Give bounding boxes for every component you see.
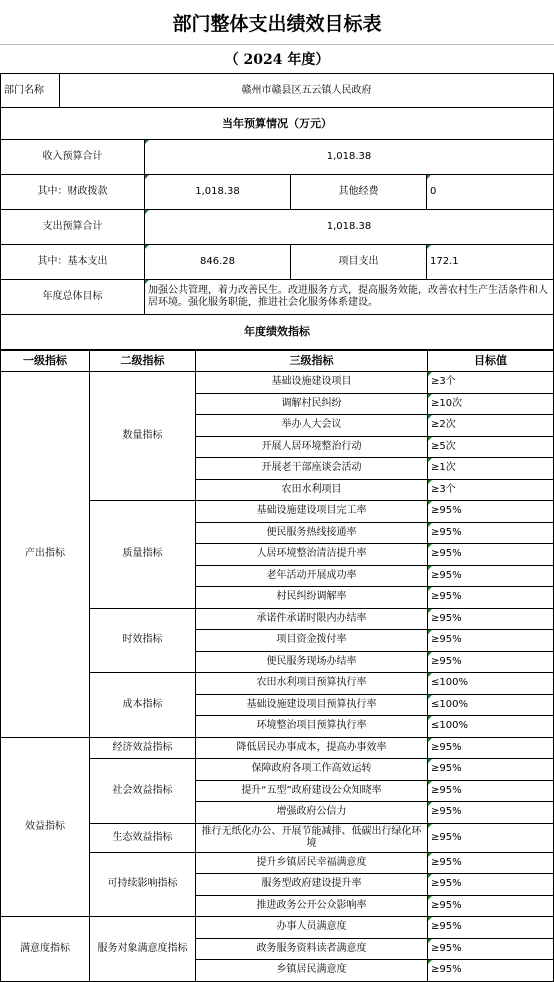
target-value: ≥1次 [428,458,554,480]
level3-indicator: 保障政府各项工作高效运转 [196,759,428,781]
target-value: ≤100% [428,673,554,695]
dept-label: 部门名称 [1,74,60,108]
target-value: ≥95% [428,874,554,896]
budget-section-title: 当年预算情况（万元） [1,108,554,140]
basic-label: 其中：基本支出 [1,245,145,280]
target-value: ≥10次 [428,393,554,415]
perf-section-title: 年度绩效指标 [1,315,554,350]
goal-label: 年度总体目标 [1,280,145,315]
target-value: ≥95% [428,938,554,960]
level3-indicator: 开展老干部座谈会活动 [196,458,428,480]
target-value: ≥3个 [428,372,554,394]
level3-indicator: 推进政务公开公众影响率 [196,895,428,917]
table-row [1,737,554,759]
target-value: ≤100% [428,716,554,738]
target-value: ≤100% [428,694,554,716]
target-value: ≥95% [428,802,554,824]
target-value: ≥95% [428,852,554,874]
expense-total: 1,018.38 [145,210,554,245]
header-target: 目标值 [428,351,554,372]
level3-indicator: 开展人居环境整治行动 [196,436,428,458]
header-level2: 二级指标 [90,351,196,372]
level2-indicator: 成本指标 [90,673,196,738]
table-row [1,372,554,394]
target-value: ≥95% [428,608,554,630]
level3-indicator: 乡镇居民满意度 [196,960,428,982]
project-value: 172.1 [427,245,554,280]
target-value: ≥95% [428,780,554,802]
target-value: ≥95% [428,737,554,759]
target-value: ≥5次 [428,436,554,458]
header-level1: 一级指标 [1,351,90,372]
level3-indicator: 基础设施建设项目预算执行率 [196,694,428,716]
level3-indicator: 老年活动开展成功率 [196,565,428,587]
income-total: 1,018.38 [145,140,554,175]
target-value: ≥95% [428,917,554,939]
fiscal-value: 1,018.38 [145,175,291,210]
level3-indicator: 基础设施建设项目 [196,372,428,394]
performance-table [0,350,554,982]
level2-indicator: 质量指标 [90,501,196,609]
project-label: 项目支出 [291,245,427,280]
expense-label: 支出预算合计 [1,210,145,245]
level3-indicator: 便民服务现场办结率 [196,651,428,673]
target-value: ≥95% [428,522,554,544]
other-value: 0 [427,175,554,210]
level3-indicator: 承诺件承诺时限内办结率 [196,608,428,630]
level3-indicator: 基础设施建设项目完工率 [196,501,428,523]
level2-indicator: 数量指标 [90,372,196,501]
level3-indicator: 提升“五型”政府建设公众知晓率 [196,780,428,802]
level3-indicator: 推行无纸化办公、开展节能减排、低碳出行绿化环境 [196,823,428,852]
goal-text: 加强公共管理，着力改善民生。改进服务方式，提高服务效能，改善农村生产生活条件和人居环境。强化服务职能，推进社会化服务体系建设。 [145,280,554,315]
target-value: ≥95% [428,565,554,587]
level1-indicator: 产出指标 [1,372,90,738]
other-label: 其他经费 [291,175,427,210]
level3-indicator: 降低居民办事成本，提高办事效率 [196,737,428,759]
level3-indicator: 农田水利项目 [196,479,428,501]
budget-table [0,73,554,350]
level3-indicator: 政务服务资料读者满意度 [196,938,428,960]
level2-indicator: 生态效益指标 [90,823,196,852]
target-value: ≥95% [428,960,554,982]
level3-indicator: 增强政府公信力 [196,802,428,824]
level3-indicator: 办事人员满意度 [196,917,428,939]
level2-indicator: 服务对象满意度指标 [90,917,196,982]
level2-indicator: 时效指标 [90,608,196,673]
level3-indicator: 村民纠纷调解率 [196,587,428,609]
target-value: ≥3个 [428,479,554,501]
level2-indicator: 可持续影响指标 [90,852,196,917]
level3-indicator: 人居环境整治清洁提升率 [196,544,428,566]
target-value: ≥95% [428,501,554,523]
target-value: ≥95% [428,630,554,652]
level3-indicator: 项目资金拨付率 [196,630,428,652]
page-title: 部门整体支出绩效目标表 [0,0,554,45]
level2-indicator: 社会效益指标 [90,759,196,824]
dept-name: 赣州市赣县区五云镇人民政府 [60,74,554,108]
fiscal-label: 其中：财政拨款 [1,175,145,210]
income-label: 收入预算合计 [1,140,145,175]
target-value: ≥95% [428,759,554,781]
target-value: ≥95% [428,544,554,566]
level2-indicator: 经济效益指标 [90,737,196,759]
level3-indicator: 环境整治项目预算执行率 [196,716,428,738]
table-row [1,917,554,939]
level1-indicator: 效益指标 [1,737,90,917]
target-value: ≥95% [428,587,554,609]
level1-indicator: 满意度指标 [1,917,90,982]
target-value: ≥95% [428,651,554,673]
level3-indicator: 农田水利项目预算执行率 [196,673,428,695]
level3-indicator: 便民服务热线接通率 [196,522,428,544]
header-level3: 三级指标 [196,351,428,372]
target-value: ≥95% [428,823,554,852]
basic-value: 846.28 [145,245,291,280]
level3-indicator: 服务型政府建设提升率 [196,874,428,896]
level3-indicator: 调解村民纠纷 [196,393,428,415]
target-value: ≥2次 [428,415,554,437]
target-value: ≥95% [428,895,554,917]
level3-indicator: 举办人大会议 [196,415,428,437]
year-subtitle: （ 2024 年度） [224,52,330,68]
level3-indicator: 提升乡镇居民幸福满意度 [196,852,428,874]
